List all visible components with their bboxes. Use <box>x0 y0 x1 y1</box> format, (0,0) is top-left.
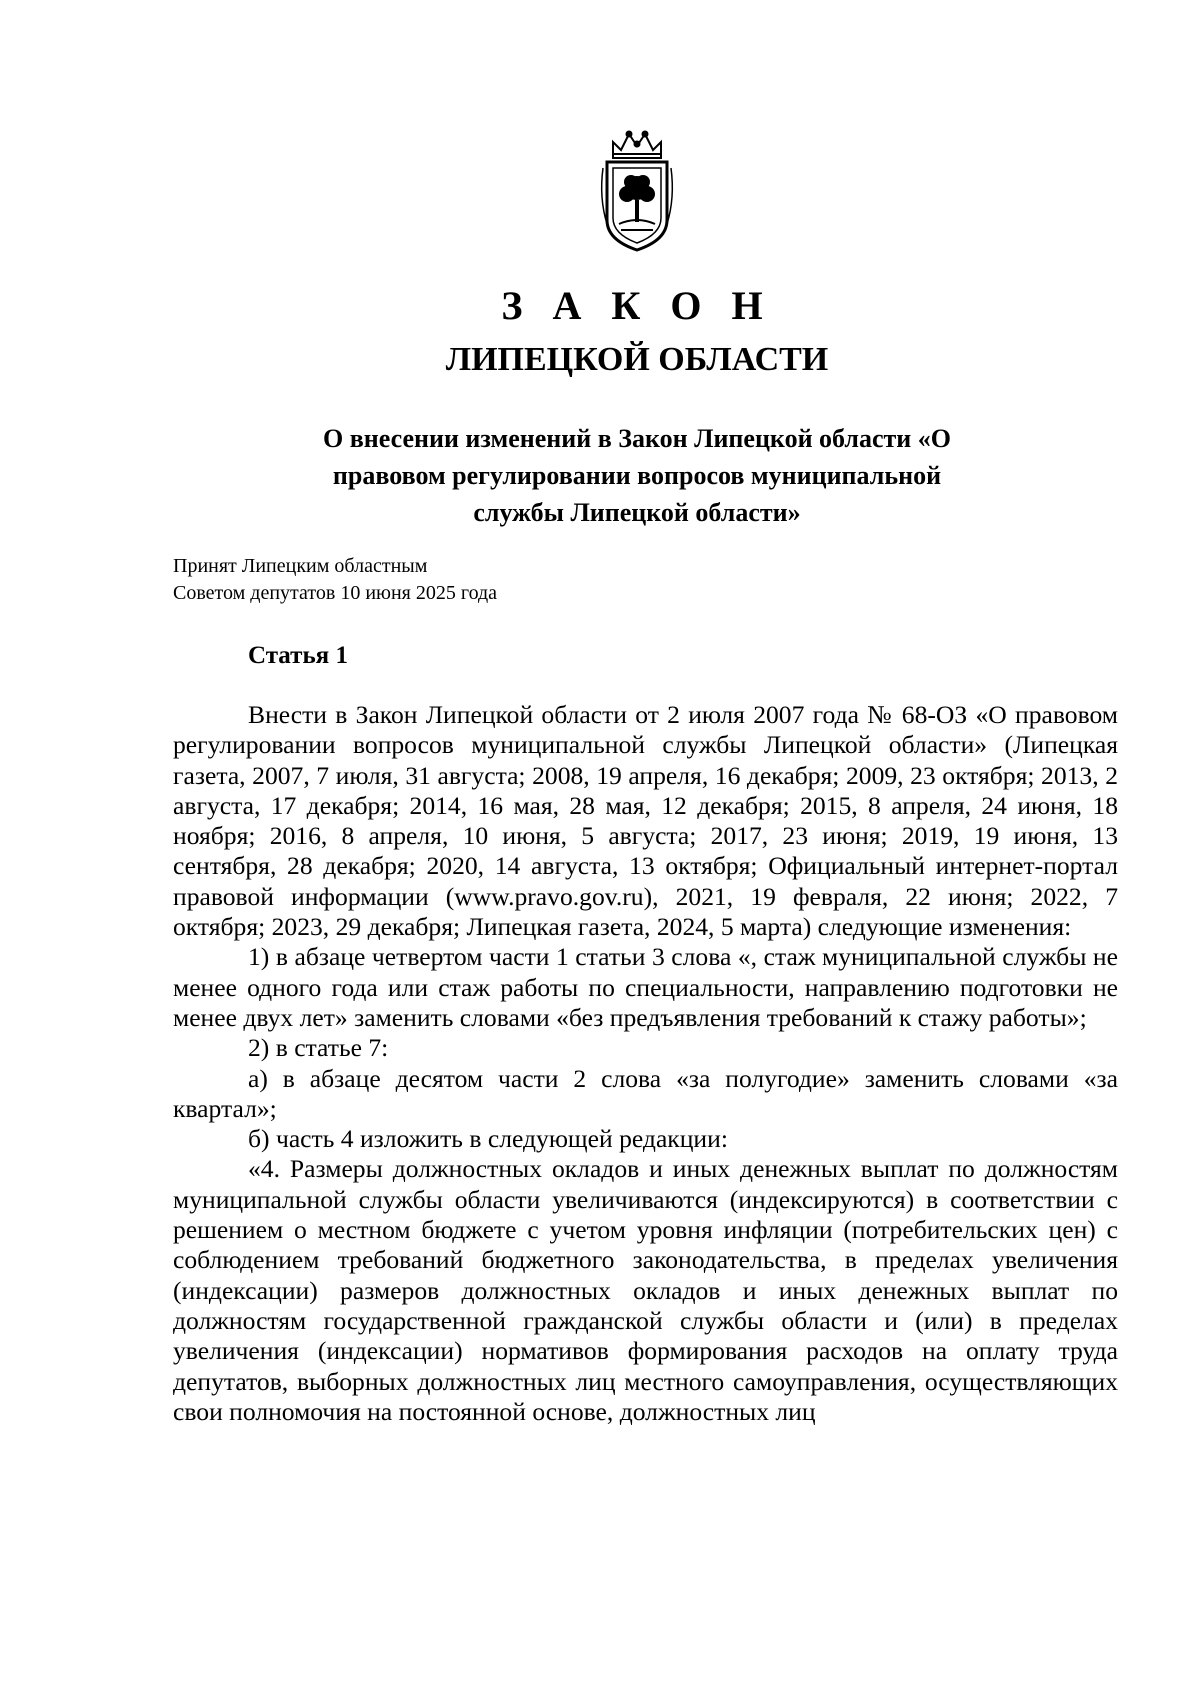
paragraph: «4. Размеры должностных окладов и иных денежных выплат по должностям муниципальной службы области увеличиваются (индексируются) в соответствии с решением о местном бюджете с учетом уровня инфляции (потребительских цен) с соблюдением требований бюджетного законодательства, в пределах увеличения (индексации) размеров должностных окладов и иных денежных выплат по должностям государственной гражданской службы области и (или) в пределах увеличения (индексации) нормативов формирования расходов на оплату труда депутатов, выборных должностных лиц местного самоуправления, осуществляющих свои полномочия на постоянной основе, должностных лиц <box>173 1154 1118 1426</box>
paragraph: 2) в статье 7: <box>248 1033 389 1063</box>
adoption-note <box>173 553 773 607</box>
paragraph: Внести в Закон Липецкой области от 2 июля 2007 года № 68-ОЗ «О правовом регулировании вопросов муниципальной службы Липецкой области» (Липецкая газета, 2007, 7 июля, 31 августа; 2008, 19 апреля, 16 декабря; 2009, 23 октября; 2013, 2 августа, 17 декабря; 2014, 16 мая, 28 мая, 12 декабря; 2015, 8 апреля, 24 июня, 18 ноября; 2016, 8 апреля, 10 июня, 5 августа; 2017, 23 июня; 2019, 19 июня, 13 сентября, 28 декабря; 2020, 14 августа, 13 октября; Официальный интернет-портал правовой информации (www.pravo.gov.ru), 2021, 19 февраля, 22 июня; 2022, 7 октября; 2023, 29 декабря; Липецкая газета, 2024, 5 марта) следующие изменения: <box>173 700 1118 942</box>
article-body <box>173 700 1118 1427</box>
paragraph: а) в абзаце десятом части 2 слова «за полугодие» заменить словами «за квартал»; <box>173 1063 1118 1123</box>
adoption-line-2: Советом депутатов 10 июня 2025 года <box>173 582 498 604</box>
adoption-line-1: Принят Липецким областным <box>173 555 428 577</box>
coat-of-arms-icon <box>597 128 677 256</box>
paragraph: 1) в абзаце четвертом части 1 статьи 3 слова «, стаж муниципальной службы не менее одного года или стаж работы по специальности, направлению подготовки не менее двух лет» заменить словами «без предъявления требований к стажу работы»; <box>173 942 1118 1032</box>
law-heading: З А К О Н <box>501 283 773 328</box>
paragraph: б) часть 4 изложить в следующей редакции: <box>248 1124 728 1154</box>
article-heading: Статья 1 <box>248 642 348 669</box>
law-title: О внесении изменений в Закон Липецкой области «О правовом регулировании вопросов муниципальной службы Липецкой области» <box>322 424 952 527</box>
region-heading: ЛИПЕЦКОЙ ОБЛАСТИ <box>445 341 829 378</box>
